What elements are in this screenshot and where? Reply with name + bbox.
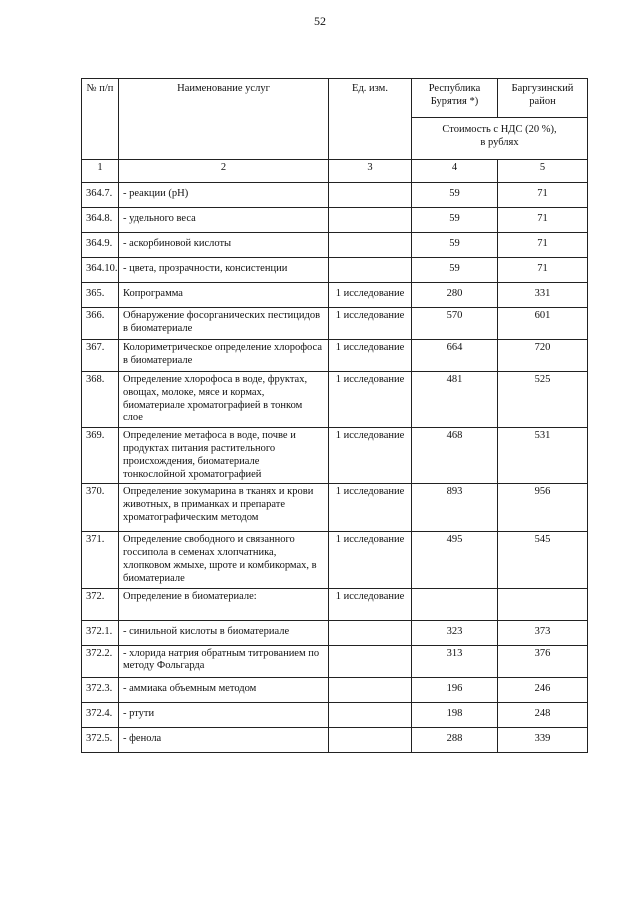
price-barguzin: 373: [498, 620, 588, 645]
price-buryatia: 313: [412, 645, 498, 677]
unit-cell: [329, 645, 412, 677]
column-index: 4: [412, 160, 498, 183]
price-buryatia: 893: [412, 484, 498, 532]
table-row: [82, 308, 588, 340]
table-row: [82, 340, 588, 372]
row-number: 364.10.: [82, 258, 119, 283]
unit-cell: [329, 727, 412, 752]
service-name: - аскорбиновой кислоты: [119, 233, 329, 258]
price-buryatia: 288: [412, 727, 498, 752]
service-name: Определение в биоматериале:: [119, 588, 329, 620]
price-barguzin: [498, 588, 588, 620]
table-row: [82, 702, 588, 727]
price-barguzin: 531: [498, 428, 588, 484]
unit-cell: 1 исследование: [329, 308, 412, 340]
price-buryatia: 495: [412, 532, 498, 588]
table-row: [82, 620, 588, 645]
header-price: Стоимость с НДС (20 %), в рублях: [412, 118, 588, 160]
row-number: 368.: [82, 372, 119, 428]
price-buryatia: 664: [412, 340, 498, 372]
service-name: - фенола: [119, 727, 329, 752]
unit-cell: 1 исследование: [329, 340, 412, 372]
price-barguzin: 339: [498, 727, 588, 752]
service-name: - цвета, прозрачности, консистенции: [119, 258, 329, 283]
price-barguzin: 71: [498, 208, 588, 233]
price-barguzin: 956: [498, 484, 588, 532]
service-name: - ртути: [119, 702, 329, 727]
price-barguzin: 376: [498, 645, 588, 677]
column-index: 3: [329, 160, 412, 183]
unit-cell: [329, 677, 412, 702]
service-name: Колориметрическое определение хлорофоса в биоматериале: [119, 340, 329, 372]
header-region-buryatia: Республика Бурятия *): [412, 79, 498, 118]
row-number: 372.3.: [82, 677, 119, 702]
price-barguzin: 525: [498, 372, 588, 428]
row-number: 364.7.: [82, 183, 119, 208]
table-row: [82, 677, 588, 702]
unit-cell: [329, 258, 412, 283]
row-number: 372.4.: [82, 702, 119, 727]
row-number: 372.: [82, 588, 119, 620]
price-barguzin: 71: [498, 233, 588, 258]
price-barguzin: 601: [498, 308, 588, 340]
service-name: - удельного веса: [119, 208, 329, 233]
row-number: 364.9.: [82, 233, 119, 258]
table-row: [82, 258, 588, 283]
column-index: 1: [82, 160, 119, 183]
row-number: 372.1.: [82, 620, 119, 645]
unit-cell: [329, 702, 412, 727]
service-name: Определение метафоса в воде, почве и продуктах питания растительного происхождения, биоматериале тонкослойной хроматографией: [119, 428, 329, 484]
row-number: 367.: [82, 340, 119, 372]
column-index: 2: [119, 160, 329, 183]
service-name: Определение свободного и связанного госсипола в семенах хлопчатника, хлопковом жмыхе, шроте и комбикормах, в биоматериале: [119, 532, 329, 588]
table-row: [82, 208, 588, 233]
price-table: [81, 78, 588, 753]
header-num: № п/п: [82, 79, 119, 160]
table-row: [82, 484, 588, 532]
service-name: Определение зокумарина в тканях и крови животных, в приманках и препарате хроматографическим методом: [119, 484, 329, 532]
service-name: Копрограмма: [119, 283, 329, 308]
row-number: 372.2.: [82, 645, 119, 677]
price-barguzin: 331: [498, 283, 588, 308]
unit-cell: [329, 208, 412, 233]
service-name: - аммиака объемным методом: [119, 677, 329, 702]
service-name: - синильной кислоты в биоматериале: [119, 620, 329, 645]
price-buryatia: 570: [412, 308, 498, 340]
header-unit: Ед. изм.: [329, 79, 412, 160]
column-index-row: [82, 160, 588, 183]
price-buryatia: 59: [412, 258, 498, 283]
page-number: 52: [314, 14, 326, 28]
price-buryatia: 323: [412, 620, 498, 645]
price-buryatia: 59: [412, 183, 498, 208]
header-row: [82, 79, 588, 118]
unit-cell: [329, 183, 412, 208]
table-row: [82, 645, 588, 677]
price-buryatia: 468: [412, 428, 498, 484]
price-buryatia: 481: [412, 372, 498, 428]
service-name: - реакции (pH): [119, 183, 329, 208]
table-row: [82, 233, 588, 258]
table-row: [82, 372, 588, 428]
price-buryatia: [412, 588, 498, 620]
row-number: 365.: [82, 283, 119, 308]
row-number: 369.: [82, 428, 119, 484]
unit-cell: 1 исследование: [329, 372, 412, 428]
table-row: [82, 532, 588, 588]
row-number: 366.: [82, 308, 119, 340]
unit-cell: 1 исследование: [329, 283, 412, 308]
service-name: Определение хлорофоса в воде, фруктах, овощах, молоке, мясе и кормах, биоматериале хроматографией в тонком слое: [119, 372, 329, 428]
column-index: 5: [498, 160, 588, 183]
row-number: 370.: [82, 484, 119, 532]
row-number: 371.: [82, 532, 119, 588]
service-name: - хлорида натрия обратным титрованием по методу Фольгарда: [119, 645, 329, 677]
header-name: Наименование услуг: [119, 79, 329, 160]
table-row: [82, 428, 588, 484]
price-barguzin: 545: [498, 532, 588, 588]
unit-cell: [329, 233, 412, 258]
header-region-barguzin: Баргузинский район: [498, 79, 588, 118]
price-buryatia: 59: [412, 208, 498, 233]
unit-cell: [329, 620, 412, 645]
price-barguzin: 71: [498, 183, 588, 208]
price-buryatia: 280: [412, 283, 498, 308]
unit-cell: 1 исследование: [329, 588, 412, 620]
unit-cell: 1 исследование: [329, 532, 412, 588]
table-row: [82, 727, 588, 752]
price-barguzin: 246: [498, 677, 588, 702]
price-barguzin: 71: [498, 258, 588, 283]
row-number: 364.8.: [82, 208, 119, 233]
table-row: [82, 283, 588, 308]
unit-cell: 1 исследование: [329, 484, 412, 532]
price-buryatia: 196: [412, 677, 498, 702]
price-barguzin: 248: [498, 702, 588, 727]
service-name: Обнаружение фосорганических пестицидов в биоматериале: [119, 308, 329, 340]
table-row: [82, 588, 588, 620]
table-row: [82, 183, 588, 208]
price-buryatia: 59: [412, 233, 498, 258]
unit-cell: 1 исследование: [329, 428, 412, 484]
row-number: 372.5.: [82, 727, 119, 752]
price-barguzin: 720: [498, 340, 588, 372]
price-buryatia: 198: [412, 702, 498, 727]
